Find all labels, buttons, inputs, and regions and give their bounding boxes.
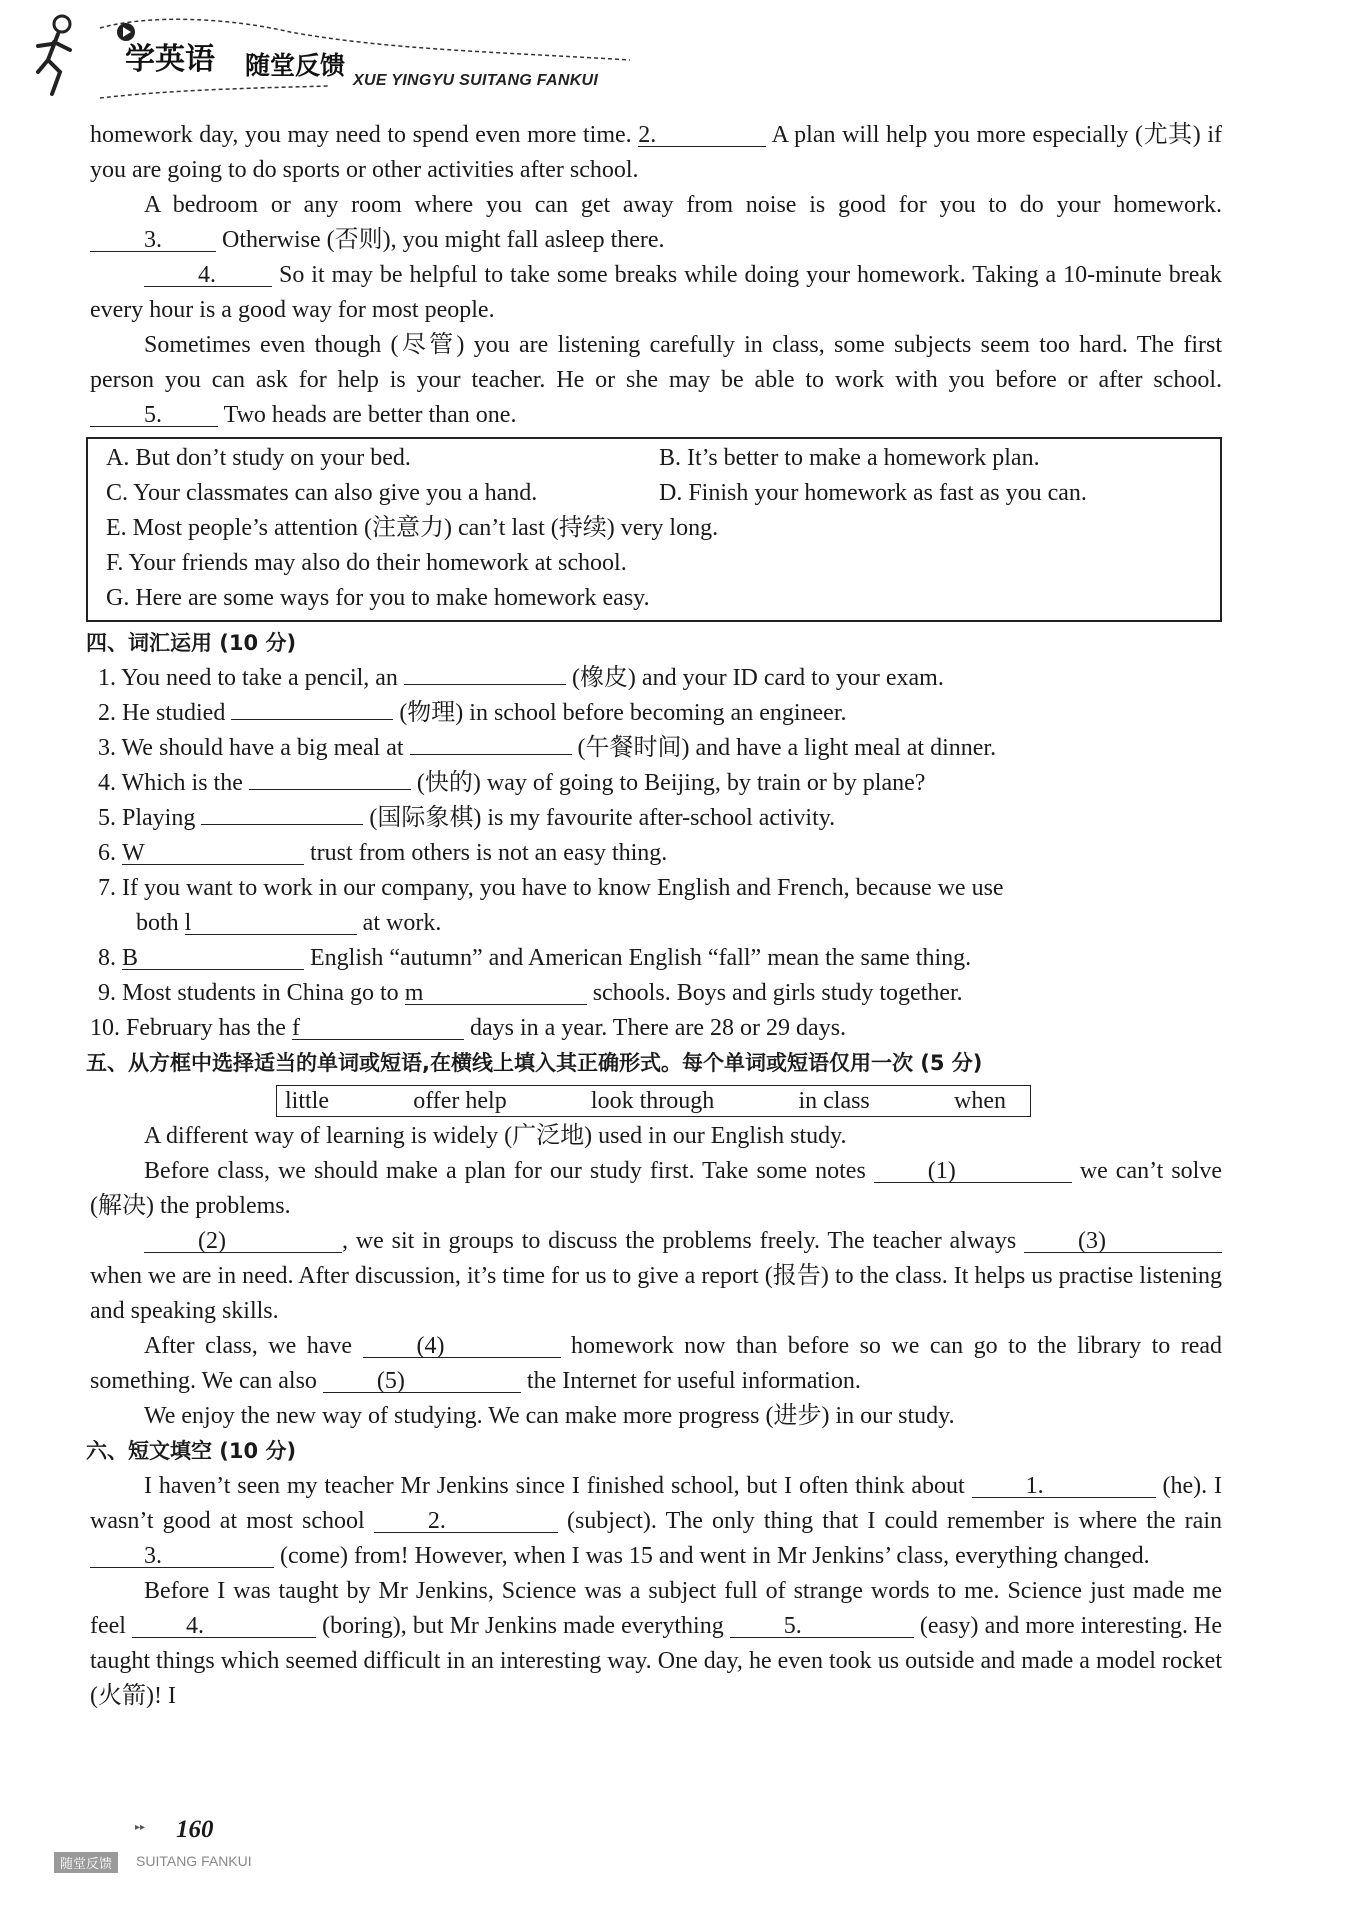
vocab-question-2: 2. He studied (物理) in school before becoming an engineer.: [98, 700, 847, 726]
option-e: E. Most people’s attention (注意力) can’t last (持续) very long.: [106, 515, 719, 541]
section-6-heading: 六、短文填空 (10 分): [86, 1439, 297, 1463]
vocab-blank-2[interactable]: [231, 719, 393, 720]
word-bank-box: [276, 1085, 1031, 1117]
cloze-blank-2[interactable]: (2): [144, 1230, 342, 1253]
vocab-question-10: 10. February has the f days in a year. There are 28 or 29 days.: [90, 1015, 847, 1041]
option-b: B. It’s better to make a homework plan.: [659, 445, 1040, 471]
passage-blank-3[interactable]: 3.: [90, 1545, 274, 1568]
reading-paragraph-2: A bedroom or any room where you can get away from noise is good for you to do your homework. 3. Otherwise (否则), you might fall asleep there.: [90, 188, 1222, 258]
answer-blank-5[interactable]: 5.: [90, 404, 218, 427]
cloze-paragraph-2: Before class, we should make a plan for our study first. Take some notes (1) we can’t solve (解决) the problems.: [90, 1158, 1222, 1219]
word-bank-item: look through: [590, 1088, 715, 1114]
options-box: [86, 437, 1222, 622]
vocab-blank-8[interactable]: B: [122, 947, 304, 970]
word-bank-item: offer help: [413, 1088, 507, 1114]
word-bank-item: in class: [798, 1088, 870, 1114]
cloze-paragraph-1: A different way of learning is widely (广泛地) used in our English study.: [144, 1123, 847, 1149]
vocab-blank-7[interactable]: l: [185, 912, 357, 935]
option-c: C. Your classmates can also give you a hand.: [106, 480, 538, 506]
cloze-blank-4[interactable]: (4): [363, 1335, 561, 1358]
cloze-blank-1[interactable]: (1): [874, 1160, 1072, 1183]
vocab-blank-3[interactable]: [410, 754, 572, 755]
vocab-question-3: 3. We should have a big meal at (午餐时间) and have a light meal at dinner.: [98, 735, 997, 761]
page-number: 160: [176, 1816, 214, 1843]
answer-blank-4[interactable]: 4.: [144, 264, 272, 287]
vocab-blank-9[interactable]: m: [405, 982, 587, 1005]
answer-blank-2[interactable]: 2.: [638, 124, 766, 147]
vocab-question-7: 7. If you want to work in our company, you have to know English and French, because we use: [98, 875, 1004, 901]
vocab-blank-10[interactable]: f: [292, 1017, 464, 1040]
vocab-blank-6[interactable]: W: [122, 842, 304, 865]
brand-pinyin: XUE YINGYU SUITANG FANKUI: [353, 72, 599, 89]
cloze-paragraph-4: After class, we have (4) homework now than before so we can go to the library to read something. We can also (5) the Internet for useful information.: [90, 1333, 1223, 1394]
vocab-question-7-continued: both l at work.: [136, 910, 442, 936]
cloze-paragraph-5: We enjoy the new way of studying. We can make more progress (进步) in our study.: [144, 1403, 955, 1429]
page-footer: [50, 1810, 350, 1900]
cloze-blank-3[interactable]: (3): [1024, 1230, 1222, 1253]
cloze-blank-5[interactable]: (5): [323, 1370, 521, 1393]
passage-blank-5[interactable]: 5.: [730, 1615, 914, 1638]
footer-pinyin: SUITANG FANKUI: [136, 1853, 252, 1869]
cloze-paragraph-3: (2) , we sit in groups to discuss the problems freely. The teacher always (3) when we are in need. After discussion, it’s time for us to give a report (报告) to the class. It helps us practise listening and speaking skills.: [90, 1228, 1222, 1324]
arrow-icon: ▸▸: [135, 1822, 146, 1833]
vocab-question-4: 4. Which is the (快的) way of going to Beijing, by train or by plane?: [98, 770, 926, 796]
page-content: [86, 118, 1223, 1714]
vocab-question-8: 8. B English “autumn” and American English “fall” mean the same thing.: [98, 945, 972, 971]
vocab-question-9: 9. Most students in China go to m schools. Boys and girls study together.: [98, 980, 963, 1006]
vocab-blank-4[interactable]: [249, 789, 411, 790]
vocab-question-1: 1. You need to take a pencil, an (橡皮) and your ID card to your exam.: [98, 665, 944, 691]
vocab-question-5: 5. Playing (国际象棋) is my favourite after-school activity.: [98, 805, 836, 831]
word-bank-item: little: [285, 1088, 329, 1114]
option-g: G. Here are some ways for you to make homework easy.: [106, 585, 650, 611]
reading-paragraph-1: homework day, you may need to spend even more time. 2. A plan will help you more especially (尤其) if you are going to do sports or other activities after school.: [90, 122, 1223, 183]
section-5-heading: 五、从方框中选择适当的单词或短语,在横线上填入其正确形式。每个单词或短语仅用一次 (5 分): [86, 1051, 983, 1075]
passage-blank-1[interactable]: 1.: [972, 1475, 1156, 1498]
brand-subtitle: 随堂反馈: [245, 51, 346, 80]
option-d: D. Finish your homework as fast as you can.: [659, 480, 1087, 506]
passage-paragraph-2: Before I was taught by Mr Jenkins, Science was a subject full of strange words to me. Science just made me feel 4. (boring), but Mr Jenkins made everything 5. (easy) and more interesting. He taught things which seemed difficult in an interesting way. One day, he even took us outside and made a model rocket (火箭)! I: [90, 1578, 1223, 1709]
page-header: [30, 10, 650, 102]
passage-paragraph-1: I haven’t seen my teacher Mr Jenkins since I finished school, but I often think about 1. (he). I wasn’t good at most school 2. (subject). The only thing that I could remember is where the rain 3. (come) from! However, when I was 15 and went in Mr Jenkins’ class, everything changed.: [90, 1473, 1222, 1569]
section-4-heading: 四、词汇运用 (10 分): [86, 631, 297, 655]
passage-blank-4[interactable]: 4.: [132, 1615, 316, 1638]
vocab-blank-5[interactable]: [201, 824, 363, 825]
answer-blank-3[interactable]: 3.: [90, 229, 216, 252]
word-bank-item: when: [953, 1088, 1006, 1114]
option-a: A. But don’t study on your bed.: [106, 445, 411, 471]
brand-title: 学英语: [125, 42, 215, 77]
vocab-question-6: 6. W trust from others is not an easy thing.: [98, 840, 668, 866]
option-f: F. Your friends may also do their homework at school.: [106, 550, 627, 576]
vocab-blank-1[interactable]: [404, 684, 566, 685]
reading-paragraph-4: Sometimes even though (尽管) you are listening carefully in class, some subjects seem too hard. The first person you can ask for help is your teacher. He or she may be able to work with you before or after school. 5. Two heads are better than one.: [90, 332, 1222, 428]
passage-blank-2[interactable]: 2.: [374, 1510, 558, 1533]
footer-badge: 随堂反馈: [54, 1852, 118, 1873]
reading-paragraph-3: 4. So it may be helpful to take some breaks while doing your homework. Taking a 10-minute break every hour is a good way for most people.: [90, 262, 1223, 323]
